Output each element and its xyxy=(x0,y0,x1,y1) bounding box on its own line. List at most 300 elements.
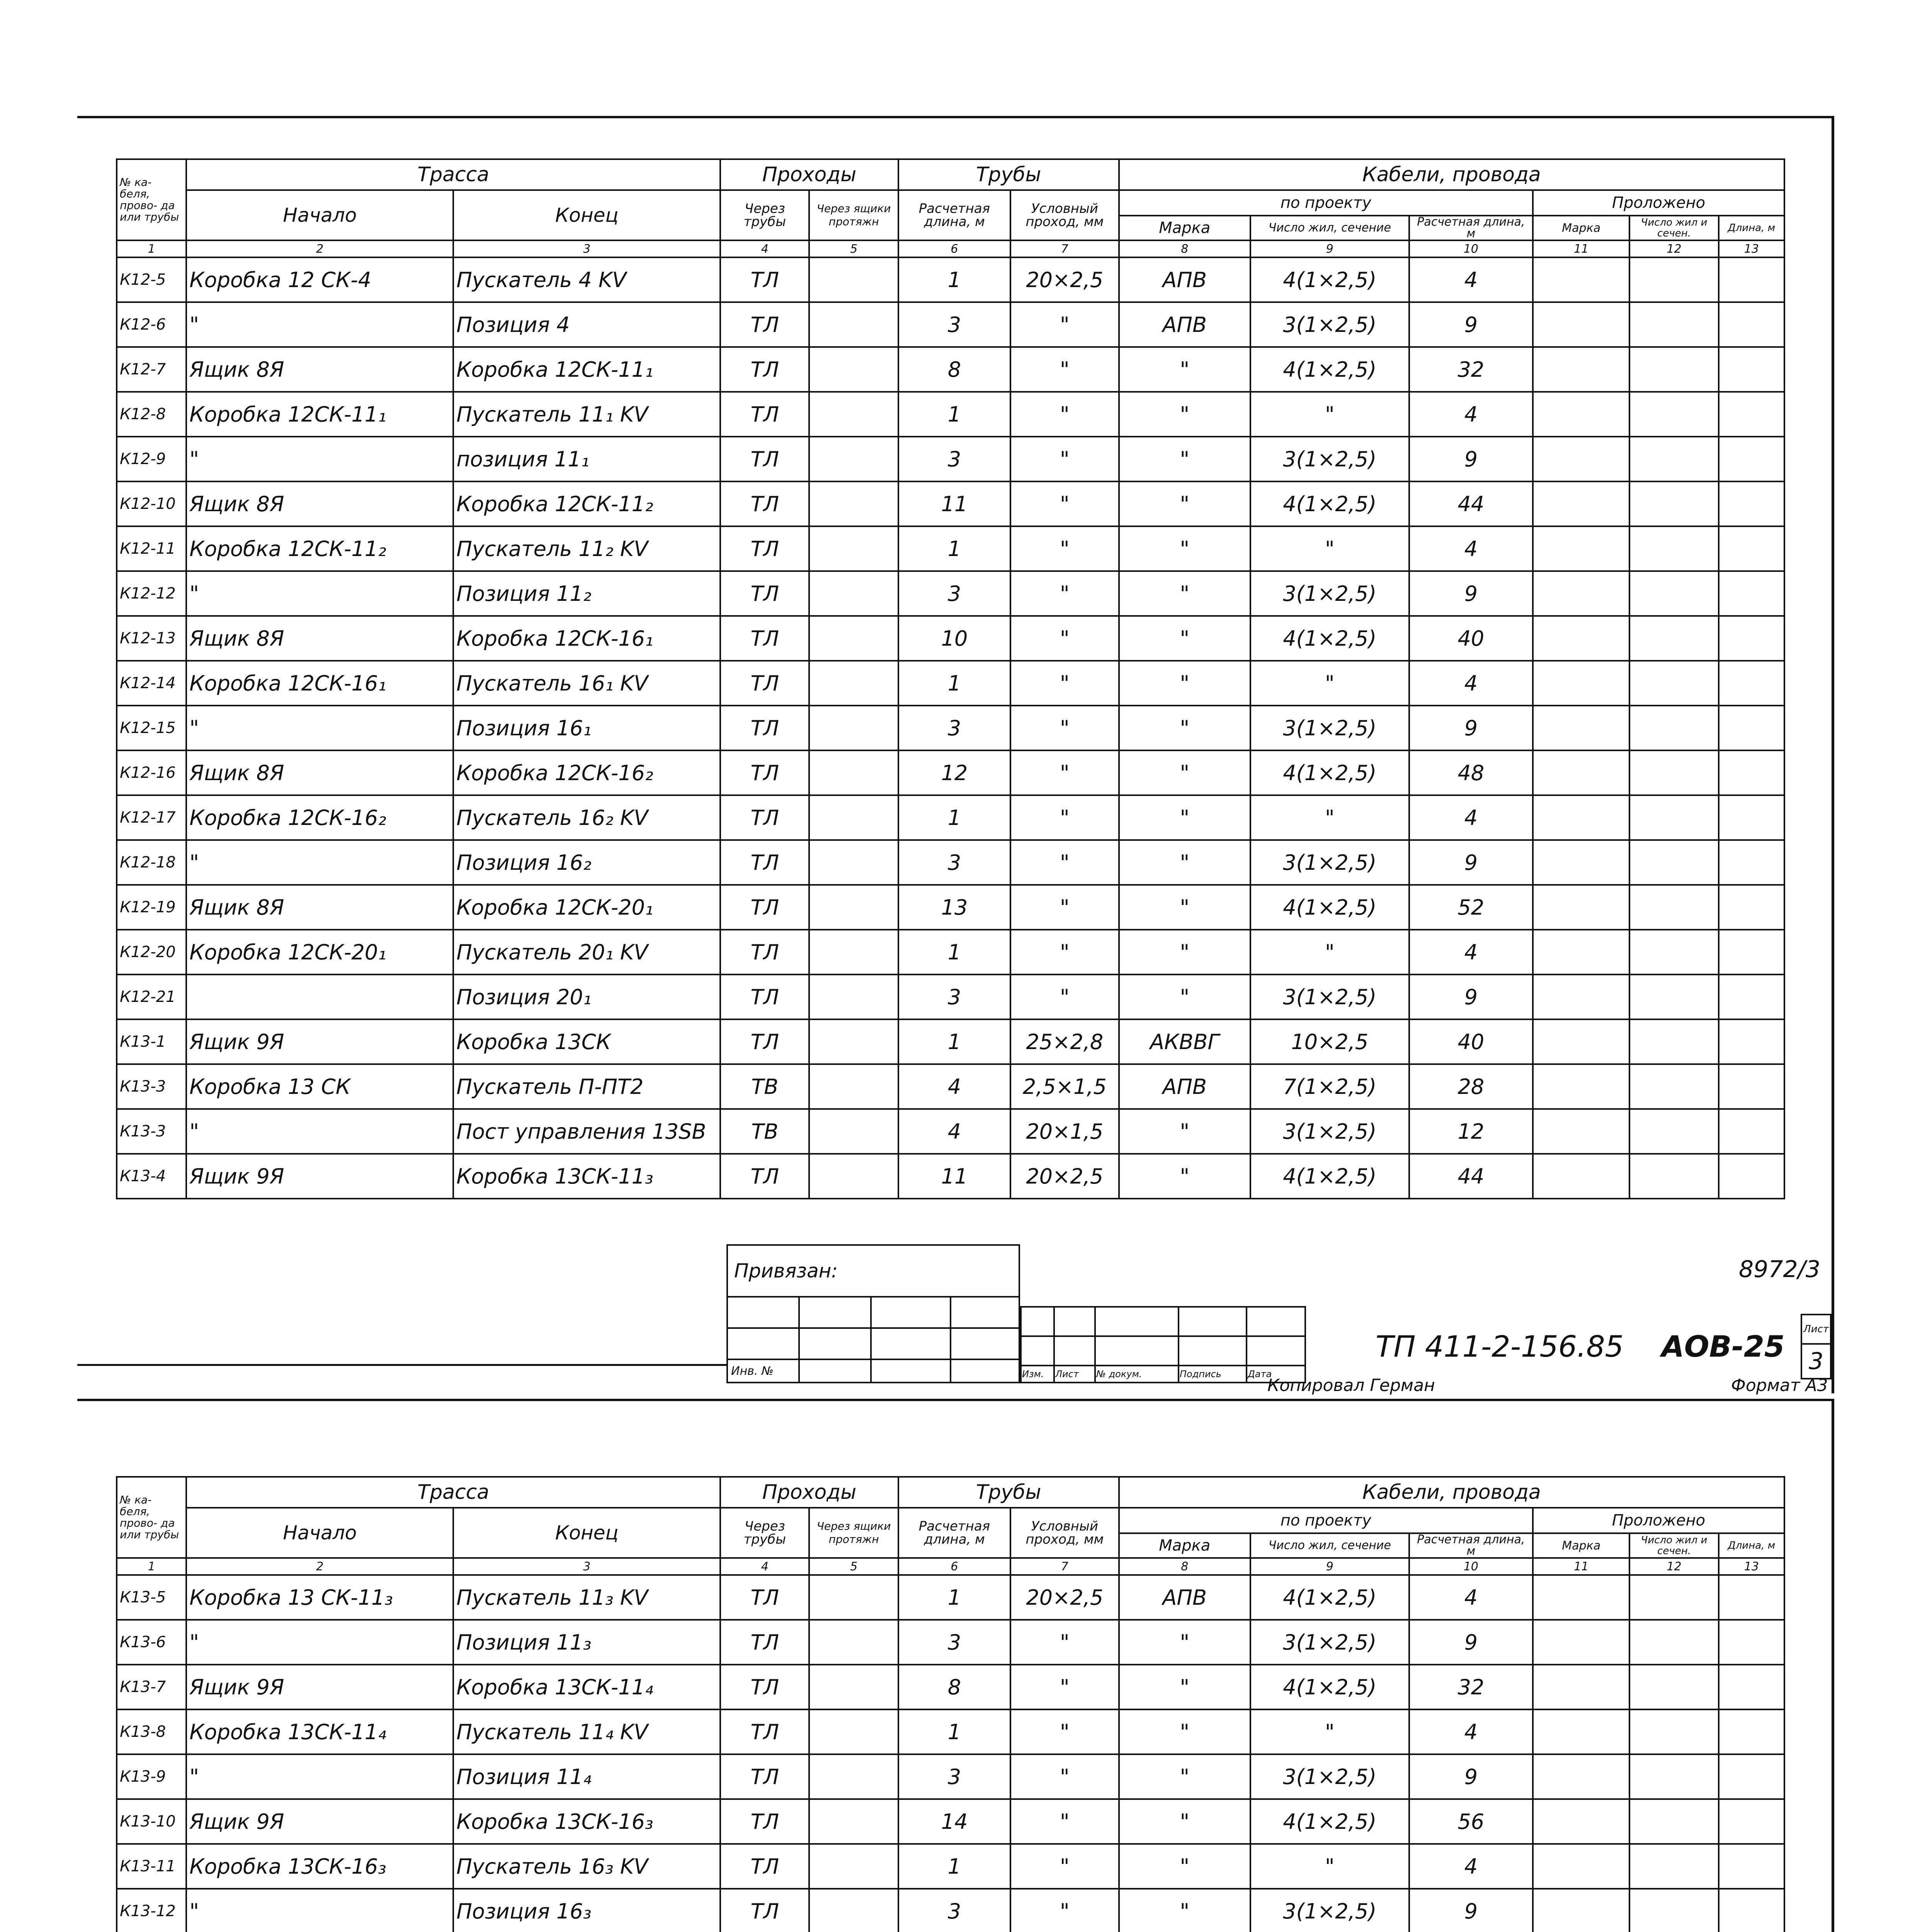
cell-route-start: " xyxy=(186,437,453,481)
cell-pass-pipes: ТЛ xyxy=(720,1620,809,1665)
cell-route-start: " xyxy=(186,706,453,750)
table-row xyxy=(117,1665,1784,1709)
cell-route-start: Ящик 9Я xyxy=(186,1019,453,1064)
table-row xyxy=(117,347,1784,392)
cell-cable-brand: " xyxy=(1119,616,1250,661)
cell-pipe-bore: 20×2,5 xyxy=(1010,1575,1119,1620)
cell-cable-id: К13-4 xyxy=(117,1154,186,1199)
cell-cable-cores: 4(1×2,5) xyxy=(1250,1154,1409,1199)
cell-laid-cores xyxy=(1629,795,1718,840)
table-row xyxy=(117,661,1784,706)
table-row xyxy=(117,885,1784,930)
cell-pass-pipes: ТЛ xyxy=(720,526,809,571)
cell-laid-brand xyxy=(1533,1665,1629,1709)
cell-laid-length xyxy=(1719,1889,1784,1932)
cell-cable-length: 48 xyxy=(1409,750,1533,795)
cell-pipe-bore: 2,5×1,5 xyxy=(1010,1064,1119,1109)
cell-laid-brand xyxy=(1533,661,1629,706)
cell-cable-brand: " xyxy=(1119,481,1250,526)
cell-cable-brand: АПВ xyxy=(1119,1064,1250,1109)
col-num: 8 xyxy=(1119,240,1250,257)
cell-pass-pipes: ТЛ xyxy=(720,392,809,437)
copied-by: Копировал Герман xyxy=(1267,1376,1435,1395)
cell-laid-length xyxy=(1719,257,1784,302)
cell-pipe-bore: " xyxy=(1010,1709,1119,1754)
cell-pass-pipes: ТЛ xyxy=(720,481,809,526)
col-num: 4 xyxy=(720,1558,809,1575)
cell-laid-length xyxy=(1719,1844,1784,1889)
cell-laid-brand xyxy=(1533,1709,1629,1754)
cell-cable-length: 40 xyxy=(1409,616,1533,661)
cell-cable-id: К12-21 xyxy=(117,975,186,1019)
table-row xyxy=(117,1709,1784,1754)
cell-pipe-length: 3 xyxy=(898,1889,1010,1932)
cell-pipe-length: 1 xyxy=(898,1709,1010,1754)
sheet-number: 3 xyxy=(1801,1344,1831,1379)
cell-laid-length xyxy=(1719,706,1784,750)
cell-pass-pipes: ТЛ xyxy=(720,885,809,930)
list-col-label: Лист xyxy=(1054,1366,1095,1383)
cell-cable-brand: " xyxy=(1119,1844,1250,1889)
cell-pass-pipes: ТЛ xyxy=(720,1799,809,1844)
cell-laid-length xyxy=(1719,795,1784,840)
header-raschet-dlina-m: Расчетная длина, м xyxy=(1409,1533,1533,1558)
cell-pass-pipes: ТЛ xyxy=(720,661,809,706)
cell-pass-pipes: ТЛ xyxy=(720,975,809,1019)
cell-cable-id: К12-14 xyxy=(117,661,186,706)
cell-route-start: Ящик 8Я xyxy=(186,885,453,930)
cell-laid-brand xyxy=(1533,1754,1629,1799)
header-cherez-yashiki: Через ящики протяжн xyxy=(809,190,898,240)
cell-route-end: Коробка 12СК-16₂ xyxy=(453,750,720,795)
header-chislo-zhil-2: Число жил и сечен. xyxy=(1629,216,1718,240)
cell-route-start: Коробка 12СК-16₂ xyxy=(186,795,453,840)
cell-laid-length xyxy=(1719,1109,1784,1154)
cell-laid-brand xyxy=(1533,347,1629,392)
cell-pipe-length: 1 xyxy=(898,1575,1010,1620)
cell-route-end: Позиция 20₁ xyxy=(453,975,720,1019)
cell-route-start xyxy=(186,975,453,1019)
cell-pipe-bore: " xyxy=(1010,795,1119,840)
cell-pipe-bore: 20×1,5 xyxy=(1010,1109,1119,1154)
cell-route-end: Пускатель 11₁ KV xyxy=(453,392,720,437)
cell-pipe-bore: " xyxy=(1010,840,1119,885)
doc-number: 8972/3 xyxy=(1739,1256,1821,1283)
table-row xyxy=(117,302,1784,347)
cell-pipe-bore: " xyxy=(1010,1754,1119,1799)
cell-laid-cores xyxy=(1629,885,1718,930)
cell-cable-brand: " xyxy=(1119,1799,1250,1844)
header-num: № ка- беля, прово- да или трубы xyxy=(117,159,186,240)
cell-cable-id: К12-9 xyxy=(117,437,186,481)
cell-route-start: Ящик 9Я xyxy=(186,1665,453,1709)
cell-laid-cores xyxy=(1629,840,1718,885)
cell-route-start: Коробка 12СК-20₁ xyxy=(186,930,453,975)
cell-route-end: Пускатель 20₁ KV xyxy=(453,930,720,975)
cell-pass-boxes xyxy=(809,526,898,571)
cell-route-start: " xyxy=(186,1620,453,1665)
col-num: 12 xyxy=(1629,1558,1718,1575)
cell-laid-cores xyxy=(1629,975,1718,1019)
cell-pipe-bore: " xyxy=(1010,481,1119,526)
cell-route-end: Коробка 12СК-11₂ xyxy=(453,481,720,526)
cell-cable-cores: 10×2,5 xyxy=(1250,1019,1409,1064)
cell-cable-length: 56 xyxy=(1409,1799,1533,1844)
cell-pass-pipes: ТЛ xyxy=(720,1844,809,1889)
header-chislo-zhil: Число жил, сечение xyxy=(1250,1533,1409,1558)
cell-pipe-length: 1 xyxy=(898,795,1010,840)
cell-laid-length xyxy=(1719,1665,1784,1709)
cell-laid-brand xyxy=(1533,750,1629,795)
cell-cable-cores: 4(1×2,5) xyxy=(1250,885,1409,930)
cell-laid-cores xyxy=(1629,1620,1718,1665)
cell-pipe-length: 13 xyxy=(898,885,1010,930)
cell-pass-boxes xyxy=(809,706,898,750)
header-raschet-dlina: Расчетная длина, м xyxy=(898,1508,1010,1558)
header-konec: Конец xyxy=(453,190,720,240)
cell-route-end: Коробка 12СК-20₁ xyxy=(453,885,720,930)
cell-cable-id: К12-13 xyxy=(117,616,186,661)
cell-laid-brand xyxy=(1533,481,1629,526)
cable-table xyxy=(116,1476,1785,1932)
table-row xyxy=(117,571,1784,616)
cell-pipe-bore: " xyxy=(1010,1799,1119,1844)
cell-cable-brand: " xyxy=(1119,526,1250,571)
cell-cable-id: К13-5 xyxy=(117,1575,186,1620)
cell-route-end: Пускатель 11₃ KV xyxy=(453,1575,720,1620)
col-num: 9 xyxy=(1250,1558,1409,1575)
header-truby: Трубы xyxy=(898,159,1119,190)
cell-cable-length: 4 xyxy=(1409,392,1533,437)
table-body xyxy=(117,257,1784,1199)
cell-laid-cores xyxy=(1629,392,1718,437)
cell-cable-brand: АПВ xyxy=(1119,257,1250,302)
cell-pass-boxes xyxy=(809,1799,898,1844)
cell-route-end: Позиция 11₄ xyxy=(453,1754,720,1799)
cell-pass-boxes xyxy=(809,1889,898,1932)
col-num: 2 xyxy=(186,240,453,257)
cell-cable-brand: " xyxy=(1119,885,1250,930)
cell-pass-boxes xyxy=(809,930,898,975)
cell-route-end: позиция 11₁ xyxy=(453,437,720,481)
cell-pass-boxes xyxy=(809,885,898,930)
header-num: № ка- беля, прово- да или трубы xyxy=(117,1477,186,1558)
cell-pass-boxes xyxy=(809,840,898,885)
cell-pass-pipes: ТЛ xyxy=(720,706,809,750)
header-prohody: Проходы xyxy=(720,1477,898,1508)
table-row xyxy=(117,526,1784,571)
cell-pipe-length: 1 xyxy=(898,257,1010,302)
cell-route-start: Коробка 12СК-11₂ xyxy=(186,526,453,571)
cell-cable-length: 4 xyxy=(1409,661,1533,706)
inv-label: Инв. № xyxy=(727,1359,799,1383)
cell-laid-cores xyxy=(1629,571,1718,616)
cell-route-start: Ящик 8Я xyxy=(186,616,453,661)
cell-route-end: Коробка 13СК-16₃ xyxy=(453,1799,720,1844)
cell-route-end: Коробка 12СК-16₁ xyxy=(453,616,720,661)
cell-laid-brand xyxy=(1533,885,1629,930)
cell-route-end: Пускатель 11₂ KV xyxy=(453,526,720,571)
cell-pass-boxes xyxy=(809,795,898,840)
cell-laid-cores xyxy=(1629,706,1718,750)
cell-laid-brand xyxy=(1533,257,1629,302)
table-row xyxy=(117,1064,1784,1109)
cell-route-start: " xyxy=(186,1754,453,1799)
cell-cable-length: 52 xyxy=(1409,885,1533,930)
table-row xyxy=(117,1889,1784,1932)
cell-cable-length: 9 xyxy=(1409,1754,1533,1799)
cell-route-end: Позиция 16₃ xyxy=(453,1889,720,1932)
table-body xyxy=(117,1575,1784,1932)
col-num: 13 xyxy=(1719,240,1784,257)
cell-cable-length: 9 xyxy=(1409,1620,1533,1665)
cell-cable-cores: " xyxy=(1250,795,1409,840)
cell-cable-length: 9 xyxy=(1409,840,1533,885)
cell-cable-cores: 4(1×2,5) xyxy=(1250,481,1409,526)
header-po-proektu: по проекту xyxy=(1119,190,1533,216)
data-label: Дата xyxy=(1247,1366,1305,1383)
cell-cable-brand: " xyxy=(1119,706,1250,750)
cell-cable-length: 9 xyxy=(1409,706,1533,750)
cell-route-end: Коробка 13СК-11₃ xyxy=(453,1154,720,1199)
column-numbers xyxy=(117,1558,1784,1575)
cell-cable-brand: " xyxy=(1119,750,1250,795)
cell-cable-id: К13-1 xyxy=(117,1019,186,1064)
cell-pass-pipes: ТЛ xyxy=(720,750,809,795)
cell-pipe-length: 8 xyxy=(898,347,1010,392)
cell-laid-cores xyxy=(1629,437,1718,481)
cell-laid-length xyxy=(1719,661,1784,706)
table-row xyxy=(117,1754,1784,1799)
cell-pipe-length: 3 xyxy=(898,1620,1010,1665)
cell-pass-boxes xyxy=(809,437,898,481)
col-num: 12 xyxy=(1629,240,1718,257)
cell-laid-brand xyxy=(1533,616,1629,661)
cell-pipe-length: 3 xyxy=(898,975,1010,1019)
cell-pass-boxes xyxy=(809,1064,898,1109)
col-num: 7 xyxy=(1010,1558,1119,1575)
cell-laid-cores xyxy=(1629,661,1718,706)
col-num: 3 xyxy=(453,1558,720,1575)
cell-pipe-length: 3 xyxy=(898,302,1010,347)
cell-laid-brand xyxy=(1533,1844,1629,1889)
table-row xyxy=(117,437,1784,481)
cell-pass-boxes xyxy=(809,1575,898,1620)
cell-pipe-bore: 20×2,5 xyxy=(1010,257,1119,302)
col-num: 6 xyxy=(898,240,1010,257)
cell-pass-pipes: ТЛ xyxy=(720,616,809,661)
cell-laid-cores xyxy=(1629,1109,1718,1154)
cell-laid-brand xyxy=(1533,1154,1629,1199)
table-row xyxy=(117,975,1784,1019)
cell-cable-id: К13-8 xyxy=(117,1709,186,1754)
cell-route-end: Пускатель 4 KV xyxy=(453,257,720,302)
cell-pipe-bore: 25×2,8 xyxy=(1010,1019,1119,1064)
cell-laid-length xyxy=(1719,616,1784,661)
header-trassa: Трасса xyxy=(186,1477,720,1508)
cell-pipe-length: 11 xyxy=(898,1154,1010,1199)
cell-pass-boxes xyxy=(809,571,898,616)
cell-laid-cores xyxy=(1629,481,1718,526)
cell-pipe-length: 3 xyxy=(898,706,1010,750)
header-raschet-dlina: Расчетная длина, м xyxy=(898,190,1010,240)
cell-laid-cores xyxy=(1629,1844,1718,1889)
col-num: 7 xyxy=(1010,240,1119,257)
cell-cable-id: К13-3 xyxy=(117,1064,186,1109)
cell-pass-boxes xyxy=(809,257,898,302)
cell-cable-length: 4 xyxy=(1409,257,1533,302)
col-num: 10 xyxy=(1409,1558,1533,1575)
header-prolozheno: Проложено xyxy=(1533,190,1784,216)
cell-laid-brand xyxy=(1533,975,1629,1019)
table-row xyxy=(117,706,1784,750)
col-num: 13 xyxy=(1719,1558,1784,1575)
cell-pipe-length: 14 xyxy=(898,1799,1010,1844)
podpis-label: Подпись xyxy=(1179,1366,1247,1383)
cell-pipe-bore: 20×2,5 xyxy=(1010,1154,1119,1199)
cell-pipe-bore: " xyxy=(1010,392,1119,437)
cell-cable-id: К13-3 xyxy=(117,1109,186,1154)
col-num: 2 xyxy=(186,1558,453,1575)
table-row xyxy=(117,481,1784,526)
header-marka-2: Марка xyxy=(1533,1533,1629,1558)
cell-cable-id: К12-6 xyxy=(117,302,186,347)
cell-cable-brand: АПВ xyxy=(1119,302,1250,347)
cell-laid-cores xyxy=(1629,1064,1718,1109)
cell-laid-brand xyxy=(1533,930,1629,975)
header-marka: Марка xyxy=(1119,1533,1250,1558)
cell-laid-brand xyxy=(1533,1109,1629,1154)
cell-pipe-bore: " xyxy=(1010,1620,1119,1665)
cell-pass-pipes: ТЛ xyxy=(720,302,809,347)
cell-laid-cores xyxy=(1629,1019,1718,1064)
privyazan-block xyxy=(726,1244,1020,1383)
col-num: 10 xyxy=(1409,240,1533,257)
cell-pipe-length: 3 xyxy=(898,571,1010,616)
cell-cable-cores: 3(1×2,5) xyxy=(1250,706,1409,750)
cell-pass-pipes: ТЛ xyxy=(720,437,809,481)
cell-cable-cores: " xyxy=(1250,526,1409,571)
cell-route-end: Пускатель 16₂ KV xyxy=(453,795,720,840)
cell-route-start: " xyxy=(186,1889,453,1932)
cell-pass-boxes xyxy=(809,347,898,392)
cell-cable-id: К13-12 xyxy=(117,1889,186,1932)
cell-cable-length: 32 xyxy=(1409,1665,1533,1709)
cell-route-start: " xyxy=(186,1109,453,1154)
table-row xyxy=(117,840,1784,885)
cell-cable-id: К12-12 xyxy=(117,571,186,616)
table-row xyxy=(117,1844,1784,1889)
bottom-rule xyxy=(77,1364,726,1366)
cell-pass-boxes xyxy=(809,392,898,437)
header-truby: Трубы xyxy=(898,1477,1119,1508)
cell-route-start: Ящик 8Я xyxy=(186,347,453,392)
cell-cable-id: К12-16 xyxy=(117,750,186,795)
cell-laid-cores xyxy=(1629,1799,1718,1844)
cell-route-end: Пускатель 11₄ KV xyxy=(453,1709,720,1754)
cell-laid-length xyxy=(1719,1709,1784,1754)
cell-cable-id: К12-5 xyxy=(117,257,186,302)
cell-laid-brand xyxy=(1533,1620,1629,1665)
cell-laid-brand xyxy=(1533,1799,1629,1844)
cell-cable-id: К12-20 xyxy=(117,930,186,975)
cell-cable-cores: 3(1×2,5) xyxy=(1250,975,1409,1019)
sheet-2 xyxy=(0,1399,1932,1932)
cell-laid-cores xyxy=(1629,1575,1718,1620)
cell-pass-pipes: ТЛ xyxy=(720,930,809,975)
cell-laid-length xyxy=(1719,1620,1784,1665)
cell-cable-cores: 4(1×2,5) xyxy=(1250,1665,1409,1709)
header-marka: Марка xyxy=(1119,216,1250,240)
cell-laid-brand xyxy=(1533,1889,1629,1932)
col-num: 11 xyxy=(1533,1558,1629,1575)
cell-pipe-bore: " xyxy=(1010,1889,1119,1932)
cell-cable-cores: 3(1×2,5) xyxy=(1250,840,1409,885)
cell-laid-length xyxy=(1719,481,1784,526)
cell-cable-length: 4 xyxy=(1409,1844,1533,1889)
table-row xyxy=(117,257,1784,302)
cell-laid-cores xyxy=(1629,1154,1718,1199)
cell-cable-cores: 3(1×2,5) xyxy=(1250,571,1409,616)
cell-pass-boxes xyxy=(809,302,898,347)
header-trassa: Трасса xyxy=(186,159,720,190)
table-row xyxy=(117,392,1784,437)
cell-cable-brand: АКВВГ xyxy=(1119,1019,1250,1064)
cell-pass-pipes: ТЛ xyxy=(720,1665,809,1709)
cell-cable-brand: " xyxy=(1119,347,1250,392)
cell-laid-brand xyxy=(1533,571,1629,616)
cell-pass-boxes xyxy=(809,1844,898,1889)
cell-laid-cores xyxy=(1629,1709,1718,1754)
header-uslovny-prohod: Условный проход, мм xyxy=(1010,1508,1119,1558)
cell-route-start: Ящик 9Я xyxy=(186,1799,453,1844)
cell-laid-brand xyxy=(1533,840,1629,885)
col-num: 6 xyxy=(898,1558,1010,1575)
cell-route-start: Ящик 8Я xyxy=(186,481,453,526)
project-code: ТП 411-2-156.85 xyxy=(1376,1329,1624,1364)
cell-cable-length: 9 xyxy=(1409,1889,1533,1932)
cell-cable-cores: " xyxy=(1250,930,1409,975)
cell-laid-length xyxy=(1719,437,1784,481)
cell-pass-boxes xyxy=(809,1665,898,1709)
cell-laid-brand xyxy=(1533,1064,1629,1109)
table-row xyxy=(117,750,1784,795)
table-row xyxy=(117,1154,1784,1199)
cell-pipe-bore: " xyxy=(1010,885,1119,930)
cell-pipe-bore: " xyxy=(1010,526,1119,571)
cell-cable-brand: " xyxy=(1119,1754,1250,1799)
cell-cable-length: 9 xyxy=(1409,975,1533,1019)
cell-laid-cores xyxy=(1629,1754,1718,1799)
cell-pipe-length: 1 xyxy=(898,392,1010,437)
cell-cable-id: К12-11 xyxy=(117,526,186,571)
cell-cable-length: 9 xyxy=(1409,437,1533,481)
col-num: 4 xyxy=(720,240,809,257)
cell-route-end: Пускатель 16₃ KV xyxy=(453,1844,720,1889)
cell-pass-boxes xyxy=(809,1620,898,1665)
cell-pipe-length: 1 xyxy=(898,526,1010,571)
cell-laid-cores xyxy=(1629,930,1718,975)
cell-cable-id: К13-6 xyxy=(117,1620,186,1665)
cell-route-start: Коробка 13 СК xyxy=(186,1064,453,1109)
cell-laid-length xyxy=(1719,1064,1784,1109)
header-dlina: Длина, м xyxy=(1719,216,1784,240)
cell-laid-length xyxy=(1719,1019,1784,1064)
cell-laid-length xyxy=(1719,885,1784,930)
cell-laid-length xyxy=(1719,1575,1784,1620)
cell-pass-pipes: ТЛ xyxy=(720,571,809,616)
cell-laid-length xyxy=(1719,930,1784,975)
